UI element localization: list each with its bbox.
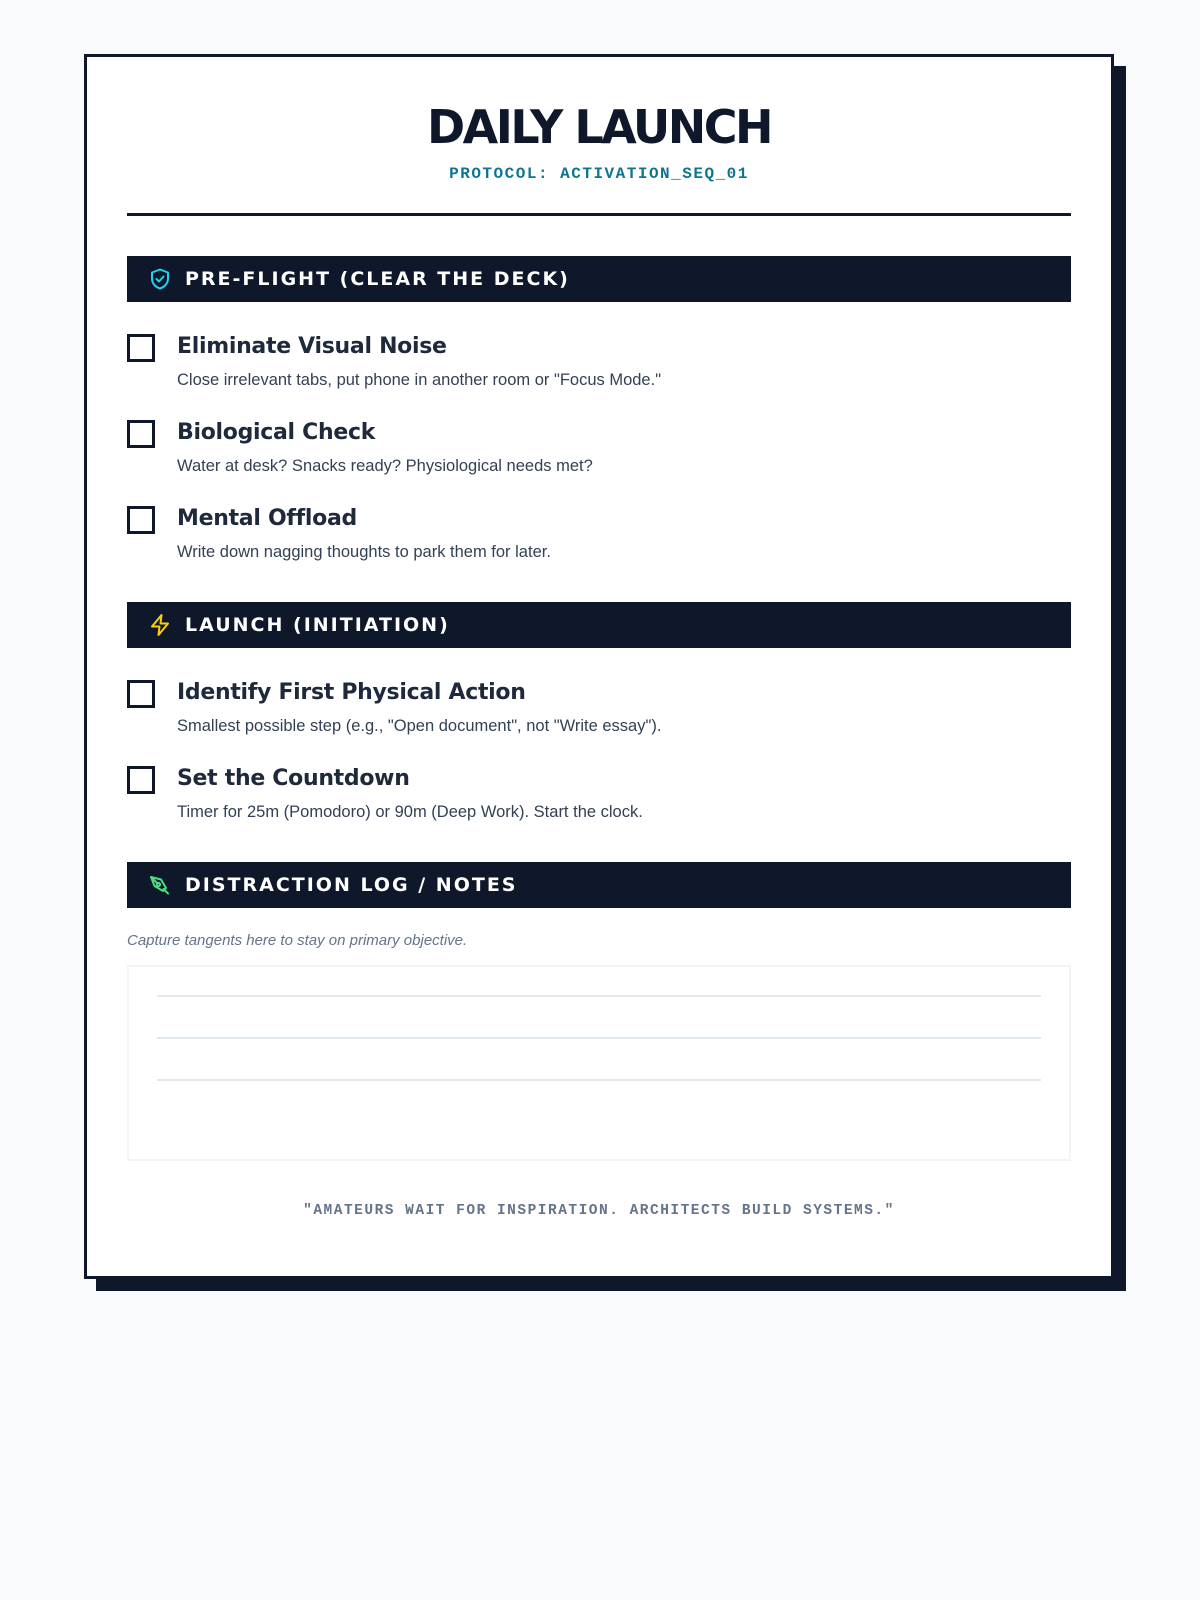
section-header-pre-flight (127, 256, 1071, 302)
item-text (177, 332, 661, 390)
item-description: Close irrelevant tabs, put phone in another room or "Focus Mode." (177, 371, 662, 389)
section-launch (127, 602, 1071, 822)
lightning-icon (147, 612, 173, 638)
header-divider (127, 213, 1071, 216)
item-checkbox[interactable] (127, 506, 155, 534)
checklist-card (84, 54, 1114, 1279)
checklist-item (127, 504, 1071, 562)
item-title: Set the Countdown (177, 766, 410, 791)
checklist-items (127, 648, 1071, 822)
note-line (157, 995, 1041, 997)
item-checkbox[interactable] (127, 334, 155, 362)
checklist-item (127, 678, 1071, 736)
note-line (157, 1079, 1041, 1081)
page-subtitle: PROTOCOL: ACTIVATION_SEQ_01 (449, 165, 749, 183)
item-text (177, 418, 593, 476)
pen-icon (147, 872, 173, 898)
checklist-item (127, 764, 1071, 822)
checklist-item (127, 418, 1071, 476)
section-distraction-log (127, 862, 1071, 1161)
item-text (177, 678, 661, 736)
item-description: Smallest possible step (e.g., "Open document", not "Write essay"). (177, 717, 662, 735)
section-title: LAUNCH (INITIATION) (185, 614, 450, 636)
page-title: DAILY LAUNCH (427, 100, 771, 154)
item-checkbox[interactable] (127, 420, 155, 448)
section-header-launch (127, 602, 1071, 648)
item-text (177, 764, 643, 822)
checklist-item (127, 332, 1071, 390)
shield-check-icon (147, 266, 173, 292)
item-title: Biological Check (177, 420, 376, 445)
item-description: Timer for 25m (Pomodoro) or 90m (Deep Work). Start the clock. (177, 803, 643, 821)
section-title: PRE-FLIGHT (CLEAR THE DECK) (185, 268, 570, 290)
note-line (157, 1037, 1041, 1039)
item-title: Mental Offload (177, 506, 357, 531)
item-text (177, 504, 551, 562)
section-title: DISTRACTION LOG / NOTES (185, 874, 518, 896)
item-title: Identify First Physical Action (177, 680, 526, 705)
item-title: Eliminate Visual Noise (177, 334, 447, 359)
notes-hint: Capture tangents here to stay on primary objective. (127, 932, 468, 949)
checklist-items (127, 302, 1071, 562)
item-checkbox[interactable] (127, 766, 155, 794)
section-pre-flight (127, 256, 1071, 562)
item-description: Water at desk? Snacks ready? Physiological needs met? (177, 457, 593, 475)
item-description: Write down nagging thoughts to park them for later. (177, 543, 551, 561)
section-header-distraction-log (127, 862, 1071, 908)
notes-area[interactable] (127, 965, 1071, 1161)
item-checkbox[interactable] (127, 680, 155, 708)
footer-quote: "AMATEURS WAIT FOR INSPIRATION. ARCHITECTS BUILD SYSTEMS." (303, 1203, 895, 1219)
header (127, 57, 1071, 183)
